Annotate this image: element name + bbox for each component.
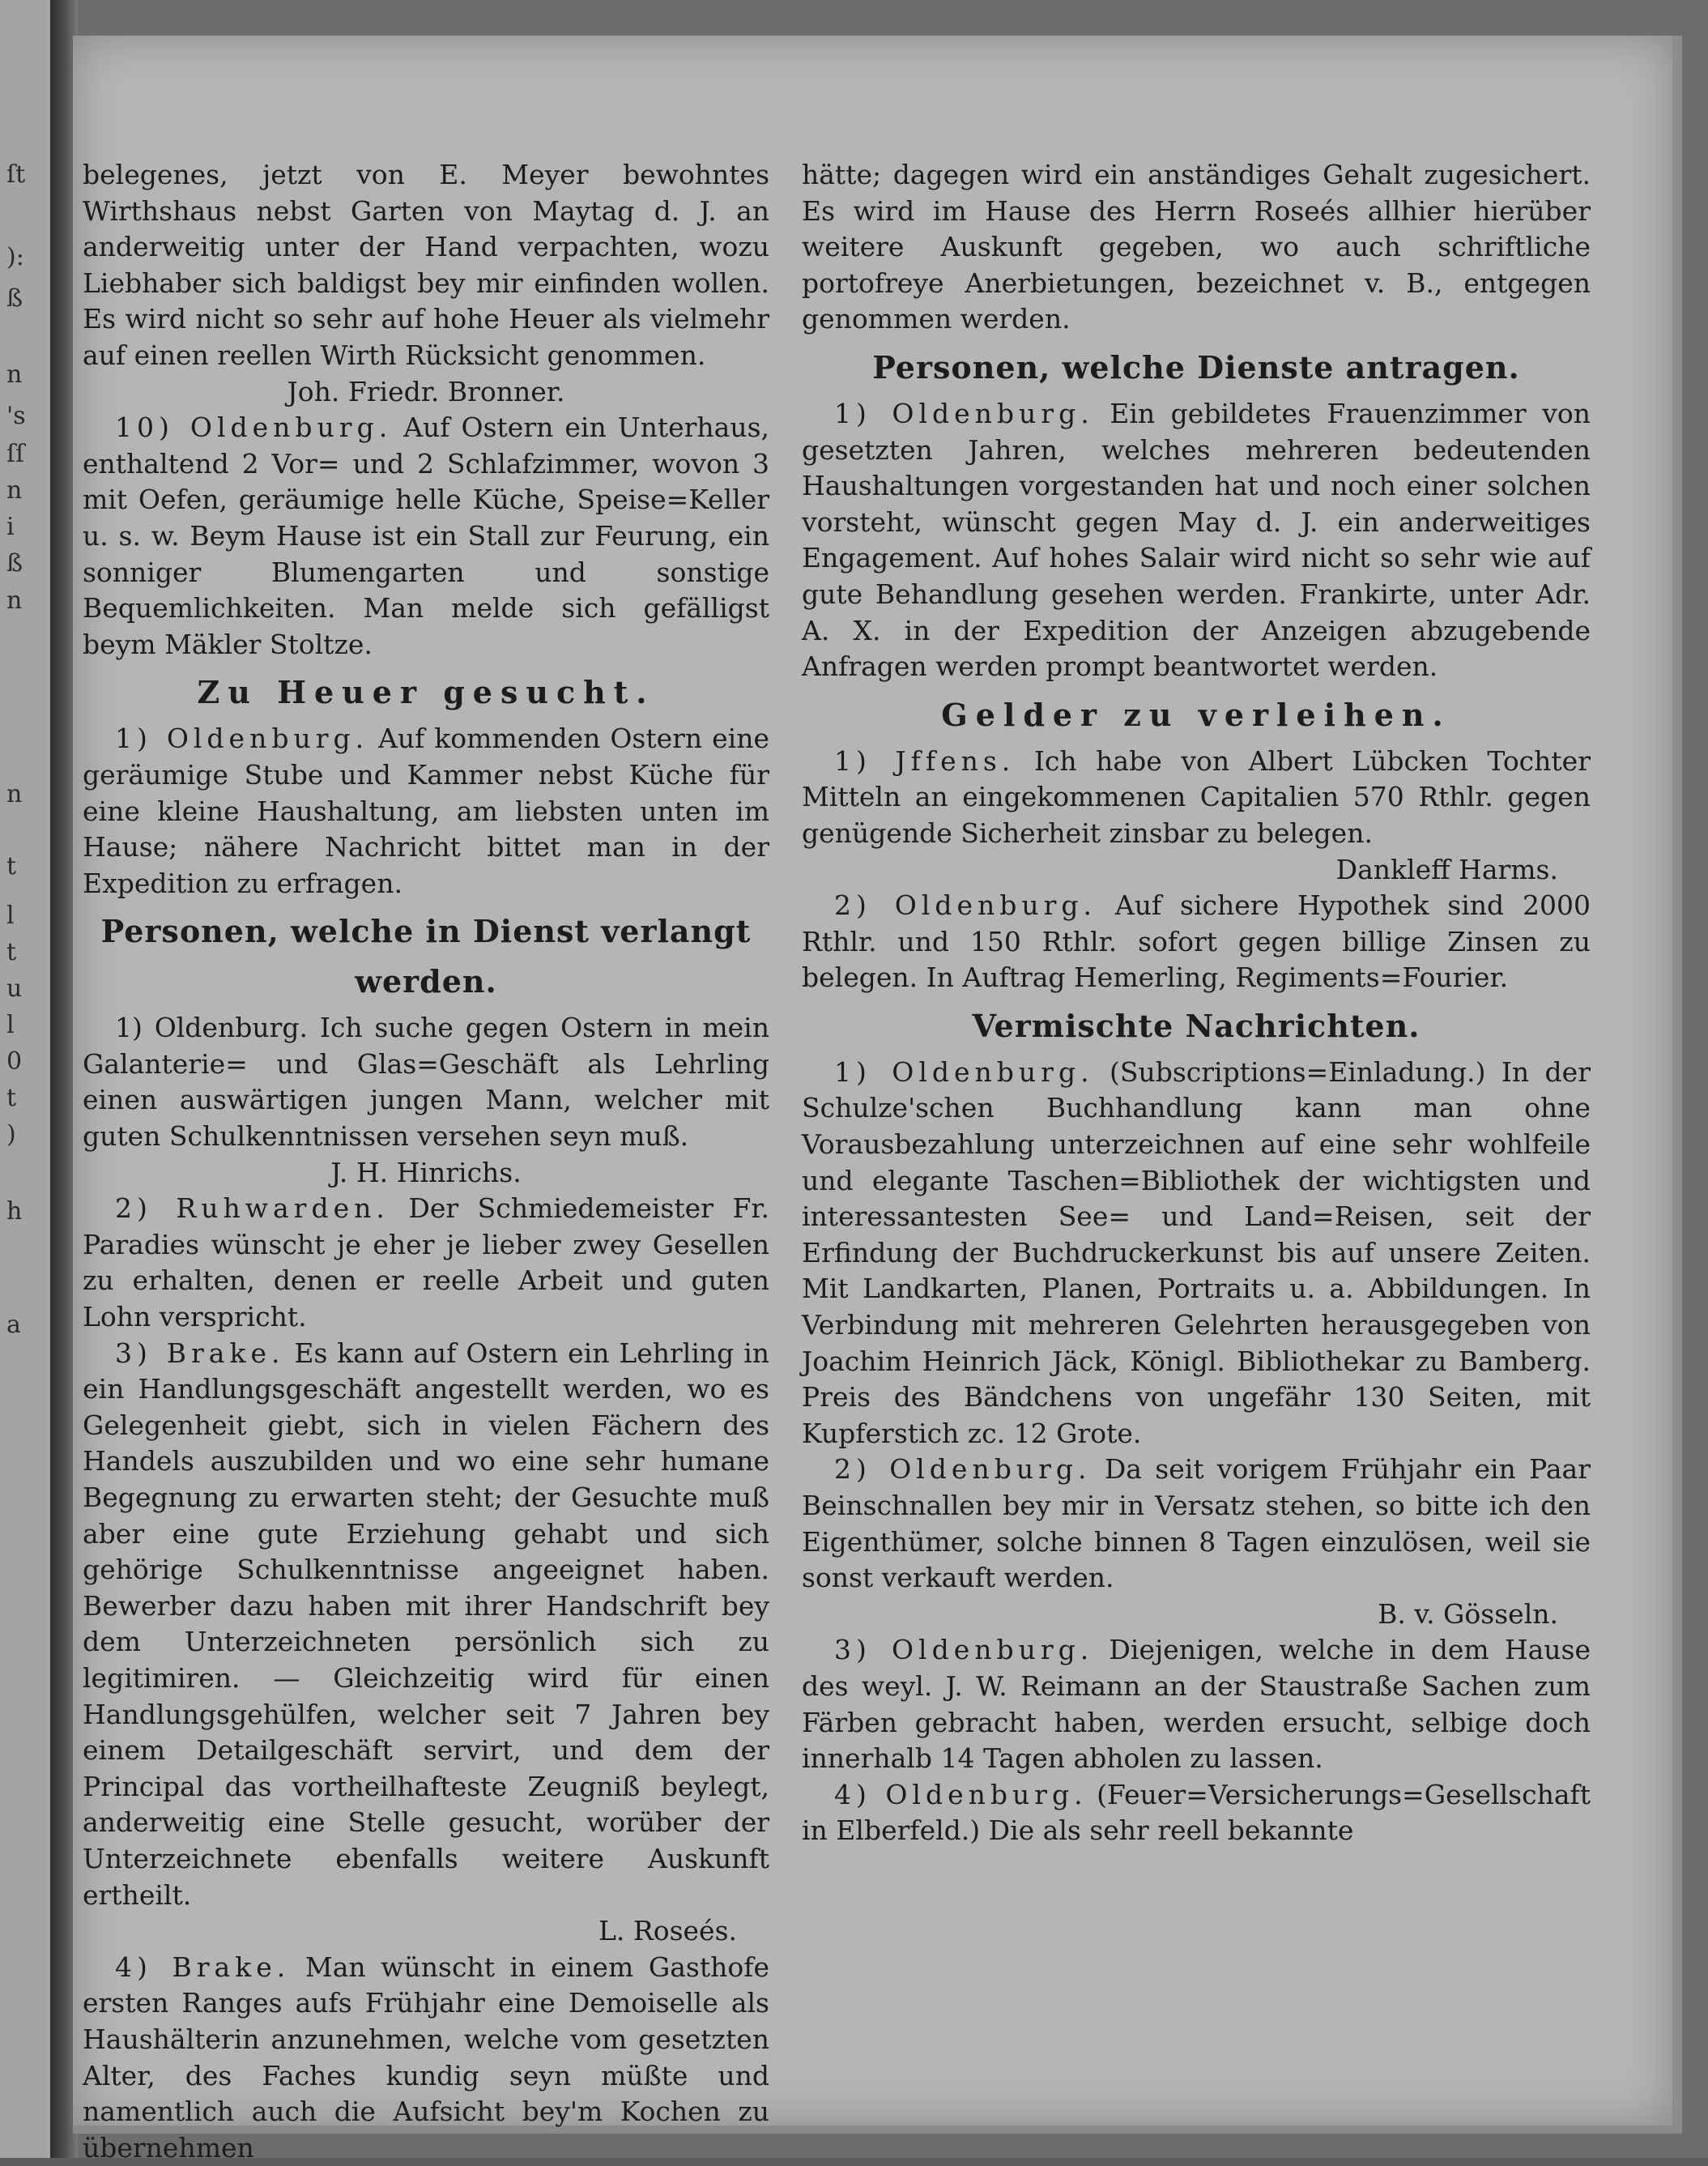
ad-place: 4) Oldenburg.	[834, 1778, 1088, 1810]
section-heading: Personen, welche Dienste antragen.	[872, 348, 1520, 386]
prev-page-fragment: a	[6, 1311, 21, 1339]
ad-place: 1) Oldenburg.	[834, 397, 1094, 429]
ad-text: Diejenigen, welche in dem Hause des weyl. J. W. Reimann an der Staustraße Sachen zum Färben gebracht haben, werden ersucht, selbige doch innerhalb 14 Tagen abholen zu lassen.	[802, 1634, 1591, 1775]
ad-item	[802, 744, 1591, 852]
ad-text: belegenes, jetzt von E. Meyer bewohntes Wirthshaus nebst Garten von Maytag d. J. an anderweitig unter der Hand verpachten, wozu Liebhaber sich baldigst bey mir einfinden wollen. Es wird nicht so sehr auf hohe Heuer als vielmehr auf einen reellen Wirth Rücksicht genommen.	[83, 159, 769, 371]
ad-place: 2) Oldenburg.	[834, 889, 1097, 922]
ad-item	[802, 1632, 1591, 1776]
prev-page-fragment: 0	[6, 1047, 23, 1076]
ad-item	[83, 1336, 769, 1914]
ad-text: Ein gebildetes Frauenzimmer von gesetzten Jahren, welches mehreren bedeutenden Haushaltungen vorgestanden hat und noch einer solchen vorsteht, wünscht gegen May d. J. ein anderweitiges Engagement. Auf hohes Salair wird nicht so sehr wie auf gute Behandlung gesehen werden. Frankirte, unter Adr. A. X. in der Expedition der Anzeigen abzugebende Anfragen werden prompt beantwortet werden.	[802, 397, 1591, 683]
ad-text: Man wünscht in einem Gasthofe ersten Ranges aufs Frühjahr eine Demoiselle als Haushälterin anzunehmen, welche vom gesetzten Alter, des Faches kundig seyn müßte und namentlich auch die Aufsicht bey'm Kochen zu übernehmen	[83, 1951, 769, 2164]
prev-page-fragment: ß	[6, 549, 23, 578]
prev-page-fragment: n	[6, 360, 23, 389]
ad-item	[802, 1452, 1591, 1596]
prev-page-fragment: ):	[6, 243, 24, 271]
prev-page-fragment: h	[6, 1197, 23, 1226]
prev-page-fragment: n	[6, 586, 23, 615]
ad-text: (Feuer=Versicherungs=Gesellschaft in Elberfeld.) Die als sehr reell bekannte	[802, 1778, 1591, 1847]
ad-item	[802, 396, 1591, 685]
left-column	[83, 157, 769, 2166]
ad-place: 10) Oldenburg.	[115, 411, 393, 444]
ad-text: Da seit vorigem Frühjahr ein Paar Beinschnallen bey mir in Versatz stehen, so bitte ich den Eigenthümer, solche binnen 8 Tagen einzulösen, weil sie sonst verkauft werden.	[802, 1453, 1591, 1594]
ad-text: hätte; dagegen wird ein anständiges Gehalt zugesichert. Es wird im Hause des Herrn Roseés allhier hierüber weitere Auskunft gegeben, wo auch schriftliche portofreye Anerbietungen, bezeichnet v. B., entgegen genommen werden.	[802, 159, 1591, 335]
prev-page-fragment: ſt	[6, 160, 26, 189]
signature: Dankleff Harms.	[1335, 853, 1558, 885]
ad-text: Der Schmiedemeister Fr. Paradies wünscht je eher je lieber zwey Gesellen zu erhalten, denen er reelle Arbeit und guten Lohn verspricht.	[83, 1192, 770, 1333]
prev-page-fragment: t	[6, 1084, 17, 1112]
signature: J. H. Hinrichs.	[330, 1156, 522, 1188]
ad-text: (Subscriptions=Einladung.) In der Schulze'schen Buchhandlung kann man ohne Vorausbezahlung unterzeichnen auf eine sehr wohlfeile und elegante Taschen=Bibliothek der wichtigsten und interessantesten See= und Land=Reisen, seit der Erfindung der Buchdruckerkunst bis auf unsere Zeiten. Mit Landkarten, Planen, Portraits u. a. Abbildungen. In Verbindung mit mehreren Gelehrten herausgegeben von Joachim Heinrich Jäck, Königl. Bibliothekar zu Bamberg. Preis des Bändchens von ungefähr 130 Seiten, mit Kupferstich zc. 12 Grote.	[802, 1055, 1591, 1449]
ad-text: Ich suche gegen Ostern in mein Galanterie= und Glas=Geschäft als Lehrling einen auswärtigen jungen Mann, welcher mit guten Schulkenntnissen versehen seyn muß.	[83, 1012, 769, 1153]
ad-place: 3) Brake.	[115, 1337, 285, 1369]
prev-page-fragment: t	[6, 938, 17, 966]
ad-item	[83, 1950, 769, 2166]
prev-page-fragment: )	[6, 1120, 16, 1149]
ad-item	[83, 1010, 769, 1154]
ad-place: 1) Oldenburg.	[834, 1055, 1094, 1088]
ad-place: 3) Oldenburg.	[834, 1634, 1094, 1666]
ad-text: Es kann auf Ostern ein Lehrling in ein Handlungsgeschäft angestellt werden, wo es Gelegenheit giebt, sich in vielen Fächern des Handels auszubilden und wo eine sehr humane Begegnung zu erwarten steht; der Gesuchte muß aber eine gute Erziehung gehabt und sich gehörige Schulkenntnisse angeeignet haben. Bewerber dazu haben mit ihrer Handschrift bey dem Unterzeichneten persönlich sich zu legitimiren. — Gleichzeitig wird für einen Handlungsgehülfen, welcher seit 7 Jahren bey einem Detailgeschäft servirt, und dem der Principal das vortheilhafteste Zeugniß beylegt, anderweitig eine Stelle gesucht, worüber der Unterzeichnete ebenfalls weitere Auskunft ertheilt.	[83, 1337, 769, 1911]
ad-text: Auf Ostern ein Unterhaus, enthaltend 2 Vor= und 2 Schlafzimmer, wovon 3 mit Oefen, geräumige helle Küche, Speise=Keller u. s. w. Beym Hause ist ein Stall zur Feurung, ein sonniger Blumengarten und sonstige Bequemlichkeiten. Man melde sich gefälligst beym Mäkler Stoltze.	[83, 411, 770, 660]
prev-page-fragment: u	[6, 974, 23, 1003]
signature: L. Roseés.	[598, 1915, 737, 1947]
prev-page-fragment: n	[6, 780, 23, 808]
prev-page-fragment: l	[6, 1011, 15, 1039]
signature: B. v. Gösseln.	[1378, 1597, 1558, 1630]
ad-item	[802, 1777, 1591, 1849]
prev-page-fragment: n	[6, 476, 23, 505]
newspaper-page	[73, 36, 1682, 2164]
previous-page-edge	[0, 0, 50, 2158]
prev-page-fragment: i	[6, 513, 15, 541]
prev-page-fragment: ß	[6, 284, 23, 313]
section-heading: Personen, welche in Dienst verlangt werden.	[100, 913, 752, 1000]
ad-item	[802, 888, 1591, 996]
ad-item	[802, 1055, 1591, 1452]
ad-item	[83, 721, 769, 902]
ad-place: 1) Jffens.	[834, 744, 1016, 777]
ad-place: 1) Oldenburg.	[115, 723, 369, 755]
section-heading: Gelder zu verleihen.	[941, 696, 1451, 733]
ad-place: 2) Ruhwarden.	[115, 1192, 390, 1225]
ad-text: Auf kommenden Ostern eine geräumige Stube und Kammer nebst Küche für eine kleine Haushaltung, am liebsten unten im Hause; nähere Nachricht bittet man in der Expedition zu erfragen.	[83, 723, 769, 899]
prev-page-fragment: 's	[6, 402, 26, 430]
signature: Joh. Friedr. Bronner.	[287, 375, 565, 407]
prev-page-fragment: t	[6, 852, 17, 880]
ad-item	[83, 410, 769, 663]
ad-item	[83, 1191, 769, 1335]
ad-place: 2) Oldenburg.	[834, 1453, 1092, 1486]
prev-page-fragment: l	[6, 902, 15, 930]
ad-place: 4) Brake.	[115, 1951, 291, 1983]
ad-text: Ich habe von Albert Lübcken Tochter Mitteln an eingekommenen Capitalien 570 Rthlr. gegen genügende Sicherheit zinsbar zu belegen.	[802, 744, 1591, 849]
section-heading: Zu Heuer gesucht.	[197, 674, 655, 711]
ad-place: 1) Oldenburg.	[115, 1012, 308, 1044]
right-column	[802, 157, 1591, 1849]
ad-text: Auf sichere Hypothek sind 2000 Rthlr. und 150 Rthlr. sofort gegen billige Zinsen zu belegen. In Auftrag Hemerling, Regiments=Fourier.	[802, 889, 1591, 994]
prev-page-fragment: ſſ	[6, 440, 25, 468]
section-heading: Vermischte Nachrichten.	[972, 1007, 1420, 1044]
